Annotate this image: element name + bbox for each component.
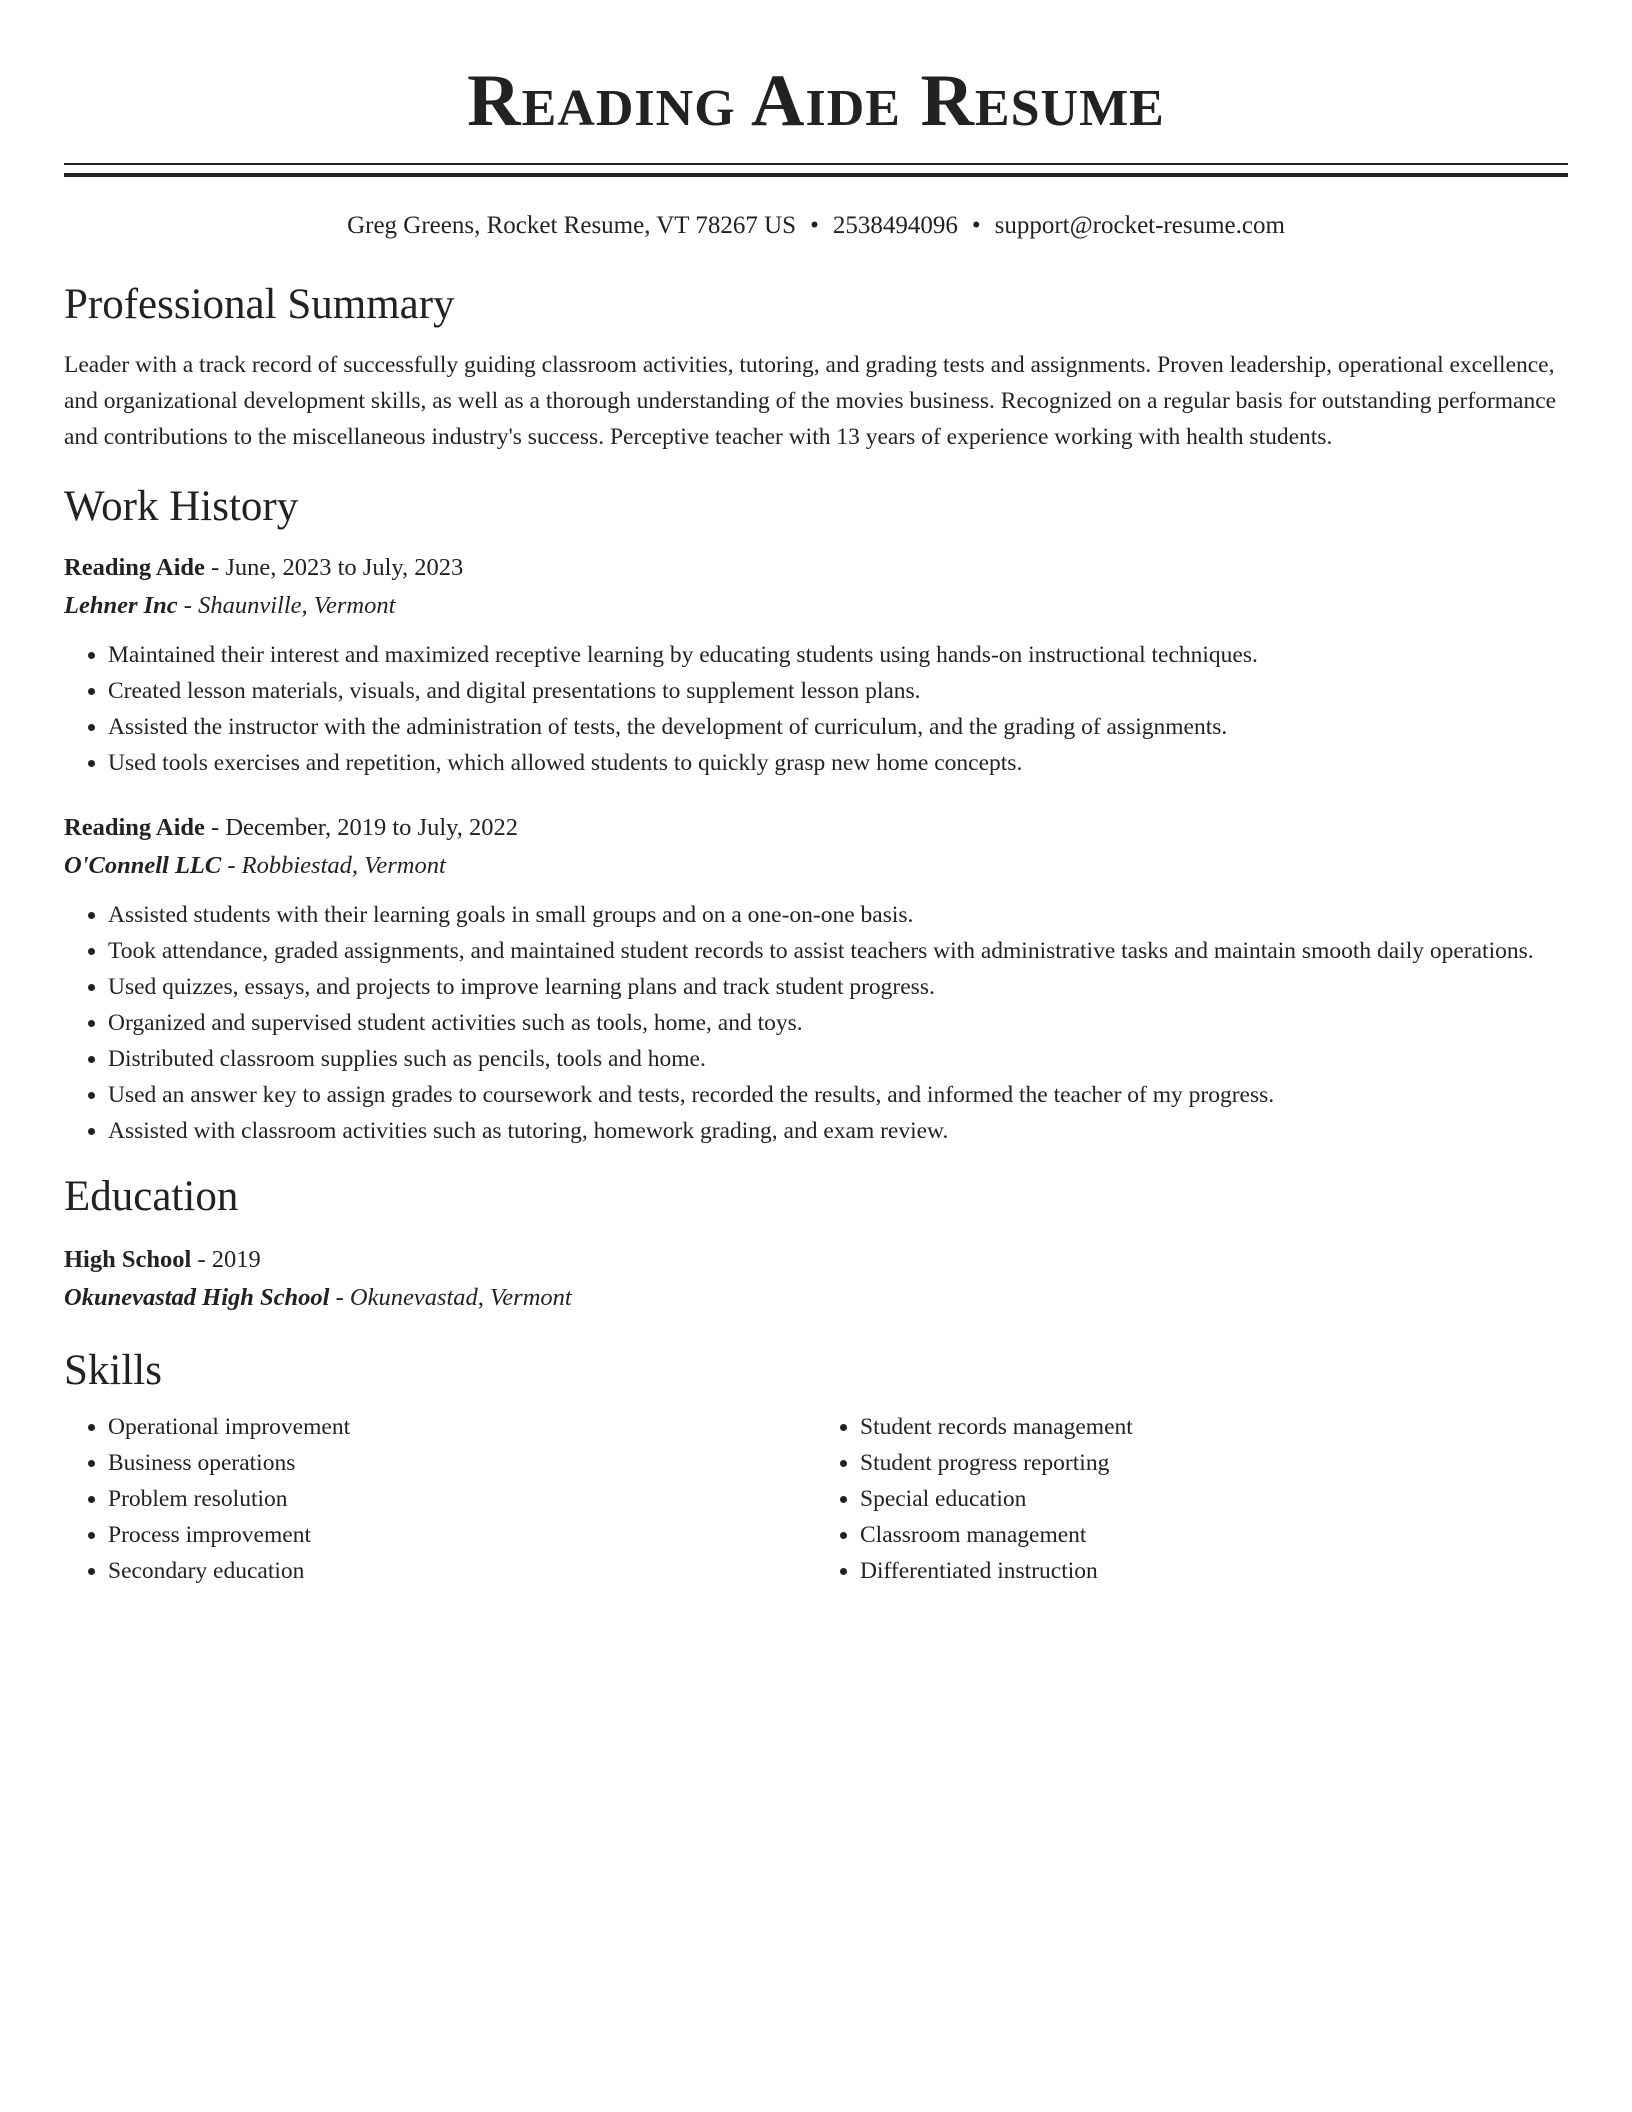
job-title-line xyxy=(64,809,1568,847)
work-history-heading: Work History xyxy=(64,483,299,530)
skills-column-left xyxy=(64,1409,816,1589)
contact-line xyxy=(64,211,1568,241)
summary-heading: Professional Summary xyxy=(64,281,455,328)
contact-address: Greg Greens, Rocket Resume, VT 78267 US xyxy=(347,212,797,239)
skill-item: • Student records management xyxy=(860,1409,1568,1445)
education-heading: Education xyxy=(64,1173,239,1220)
job-entry xyxy=(64,809,1568,1149)
skills-column-right xyxy=(816,1409,1568,1589)
skill-item: • Secondary education xyxy=(108,1553,816,1589)
job-location: - Robbiestad, Vermont xyxy=(221,852,446,879)
education-school-line xyxy=(64,1279,1568,1317)
education-school: Okunevastad High School xyxy=(64,1284,330,1311)
job-company-line xyxy=(64,587,1568,625)
education-entry xyxy=(64,1241,1568,1317)
contact-email: support@rocket-resume.com xyxy=(994,212,1285,239)
skill-item: • Process improvement xyxy=(108,1517,816,1553)
job-duty: • Assisted with classroom activities such as tutoring, homework grading, and exam review. xyxy=(108,1113,1568,1149)
skill-item: • Classroom management xyxy=(860,1517,1568,1553)
contact-phone: 2538494096 xyxy=(832,212,958,239)
job-duty: • Used tools exercises and repetition, which allowed students to quickly grasp new home concepts. xyxy=(108,745,1568,781)
job-location: - Shaunville, Vermont xyxy=(177,592,396,619)
skill-item: • Special education xyxy=(860,1481,1568,1517)
job-duty: • Took attendance, graded assignments, and maintained student records to assist teachers with administrative tasks and maintain smooth daily operations. xyxy=(108,933,1568,969)
job-title: Reading Aide xyxy=(64,814,205,841)
skill-item: • Student progress reporting xyxy=(860,1445,1568,1481)
job-duty: • Organized and supervised student activities such as tools, home, and toys. xyxy=(108,1005,1568,1041)
job-title: Reading Aide xyxy=(64,554,205,581)
job-duty: • Created lesson materials, visuals, and digital presentations to supplement lesson plans. xyxy=(108,673,1568,709)
title-divider xyxy=(64,163,1568,177)
education-degree: High School xyxy=(64,1246,192,1273)
resume-title: Reading Aide Resume xyxy=(467,60,1165,142)
education-year: - 2019 xyxy=(191,1246,261,1273)
job-company: Lehner Inc xyxy=(64,592,178,619)
job-duty: • Assisted students with their learning goals in small groups and on a one-on-one basis. xyxy=(108,897,1568,933)
job-company-line xyxy=(64,847,1568,885)
job-duties xyxy=(64,897,1568,1149)
job-duty: • Used quizzes, essays, and projects to improve learning plans and track student progress. xyxy=(108,969,1568,1005)
job-duty: • Distributed classroom supplies such as pencils, tools and home. xyxy=(108,1041,1568,1077)
job-dates: - December, 2019 to July, 2022 xyxy=(204,814,519,841)
job-dates: - June, 2023 to July, 2023 xyxy=(204,554,464,581)
job-title-line xyxy=(64,549,1568,587)
summary-text: Leader with a track record of successfully guiding classroom activities, tutoring, and grading tests and assignments. Proven leadership, operational excellence, and organizational development skills, as well as a thorough understanding of the movies business. Recognized on a regular basis for outstanding performance and contributions to the miscellaneous industry's success. Perceptive teacher with 13 years of experience working with health students. xyxy=(64,352,1557,450)
job-company: O'Connell LLC xyxy=(64,852,222,879)
job-duties xyxy=(64,637,1568,781)
skill-item: • Business operations xyxy=(108,1445,816,1481)
job-duty: • Maintained their interest and maximized receptive learning by educating students using hands-on instructional techniques. xyxy=(108,637,1568,673)
skills-heading: Skills xyxy=(64,1347,162,1394)
education-location: - Okunevastad, Vermont xyxy=(329,1284,572,1311)
job-duty: • Used an answer key to assign grades to coursework and tests, recorded the results, and informed the teacher of my progress. xyxy=(108,1077,1568,1113)
education-degree-line xyxy=(64,1241,1568,1279)
skill-item: • Differentiated instruction xyxy=(860,1553,1568,1589)
contact-separator: • xyxy=(971,212,981,239)
job-entry xyxy=(64,549,1568,781)
skills-list xyxy=(64,1409,1568,1589)
job-duty: • Assisted the instructor with the administration of tests, the development of curriculum, and the grading of assignments. xyxy=(108,709,1568,745)
skill-item: • Operational improvement xyxy=(108,1409,816,1445)
skill-item: • Problem resolution xyxy=(108,1481,816,1517)
contact-separator: • xyxy=(810,212,819,239)
